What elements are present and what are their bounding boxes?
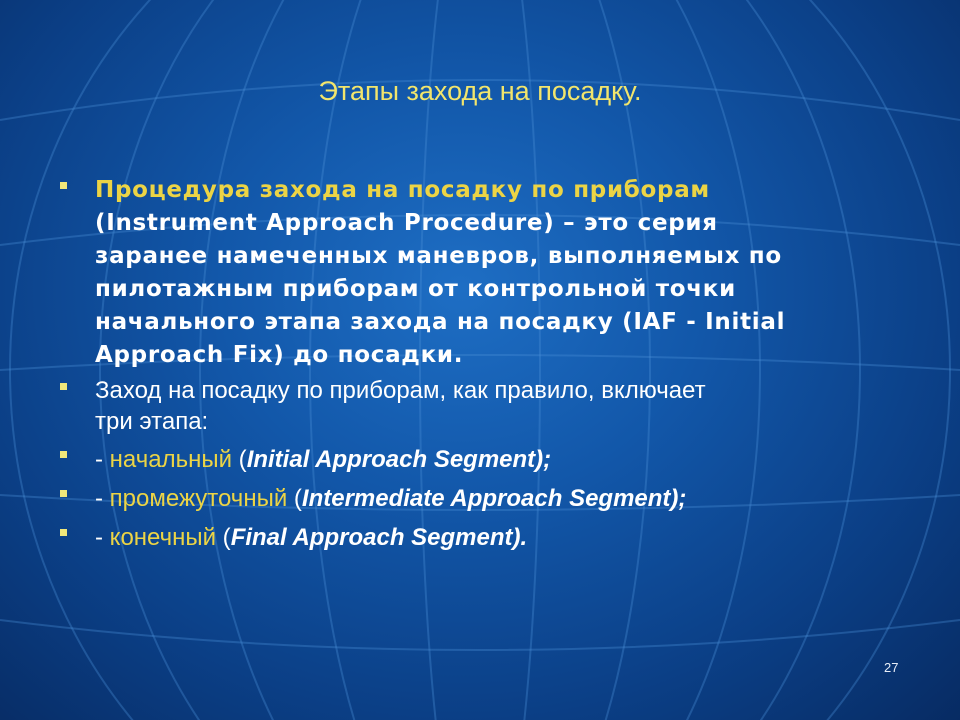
slide-title: Этапы захода на посадку. — [318, 76, 642, 106]
bullet-square-icon — [60, 490, 67, 497]
bullet-item-initial-segment — [58, 443, 888, 476]
slide-page-number: 27 — [884, 660, 899, 675]
definition-line: Approach Fix) до посадки. — [95, 342, 464, 368]
definition-line: (Instrument Approach Procedure) – это серия — [95, 210, 718, 236]
segment-dash: - — [95, 524, 110, 551]
segment-paren: ( — [287, 485, 302, 512]
definition-line: пилотажным приборам от контрольной точки — [95, 276, 736, 302]
segment-dash: - — [95, 446, 110, 473]
segment-paren: ( — [232, 446, 247, 473]
bullet-item-stages-intro — [58, 375, 888, 437]
segment-name-en: Initial Approach Segment); — [246, 446, 552, 473]
bullet-item-definition — [58, 174, 888, 372]
bullet-square-icon — [60, 451, 67, 458]
segment-name-ru: начальный — [109, 446, 233, 473]
intro-line: Заход на посадку по приборам, как правило, включает — [95, 377, 706, 404]
bullet-square-icon — [60, 182, 67, 189]
bullet-square-icon — [60, 383, 67, 390]
definition-line: Процедура захода на посадку по приборам — [95, 177, 710, 203]
segment-name-ru: конечный — [109, 524, 217, 551]
bullet-list — [58, 174, 888, 554]
bullet-item-final-segment — [58, 521, 888, 554]
segment-dash: - — [95, 485, 110, 512]
segment-name-en: Final Approach Segment). — [230, 524, 528, 551]
definition-line: заранее намеченных маневров, выполняемых по — [95, 243, 782, 269]
bullet-square-icon — [60, 529, 67, 536]
segment-name-en: Intermediate Approach Segment); — [301, 485, 687, 512]
definition-line: начального этапа захода на посадку (IAF - Initial — [95, 309, 786, 335]
intro-line: три этапа: — [95, 408, 209, 435]
bullet-item-intermediate-segment — [58, 482, 888, 515]
segment-paren: ( — [216, 524, 231, 551]
segment-name-ru: промежуточный — [109, 485, 288, 512]
